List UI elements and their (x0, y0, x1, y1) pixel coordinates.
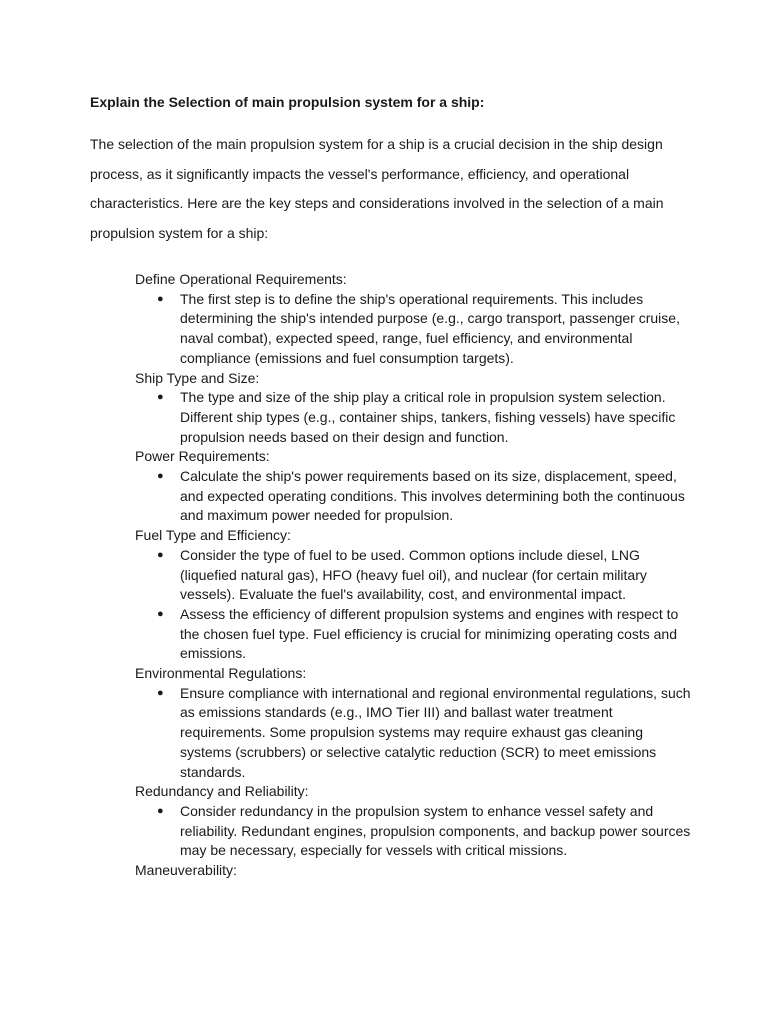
bullet-list (135, 802, 695, 861)
list-item (135, 388, 695, 447)
bullet-icon: ● (157, 292, 164, 305)
bullet-icon: ● (157, 470, 164, 483)
sections-list (135, 270, 695, 881)
bullet-list (135, 467, 695, 526)
bullet-text: Assess the efficiency of different propulsion systems and engines with respect to the chosen fuel type. Fuel efficiency is crucial for minimizing operating costs and emissions. (180, 605, 679, 662)
section-title: Define Operational Requirements: (135, 271, 347, 287)
bullet-text: Consider redundancy in the propulsion system to enhance vessel safety and reliability. Redundant engines, propulsion components, and backup power sources may be necessary, especially for vessels with critical missions. (180, 802, 691, 859)
bullet-text: The first step is to define the ship's operational requirements. This includes determining the ship's intended purpose (e.g., cargo transport, passenger cruise, naval combat), expected speed, range, fuel efficiency, and environmental compliance (emissions and fuel consumption targets). (180, 290, 680, 366)
bullet-list (135, 546, 695, 664)
list-item (135, 290, 695, 369)
section-title: Ship Type and Size: (135, 369, 260, 386)
section-title: Environmental Regulations: (135, 665, 307, 682)
bullet-icon: ● (157, 391, 164, 404)
bullet-icon: ● (157, 686, 164, 699)
section-title: Fuel Type and Efficiency: (135, 527, 291, 544)
list-item (135, 605, 695, 664)
intro-paragraph: The selection of the main propulsion system for a ship is a crucial decision in the ship design process, as it significantly impacts the vessel's performance, efficiency, and operational characteristics. Here are the key steps and considerations involved in the selection of a main propulsion system for a ship: (90, 136, 664, 241)
section-title: Redundancy and Reliability: (135, 783, 309, 800)
bullet-text: The type and size of the ship play a critical role in propulsion system selection. Different ship types (e.g., container ships, tankers, fishing vessels) have specific propulsion needs based on their design and function. (180, 389, 676, 445)
document-heading: Explain the Selection of main propulsion system for a ship: (90, 94, 485, 110)
bullet-list (135, 684, 695, 783)
bullet-list (135, 290, 695, 369)
list-item (135, 546, 695, 605)
section-title: Power Requirements: (135, 448, 270, 465)
list-item (135, 467, 695, 526)
bullet-list (135, 388, 695, 447)
bullet-text: Ensure compliance with international and regional environmental regulations, such as emissions standards (e.g., IMO Tier III) and ballast water treatment requirements. Some propulsion systems may require exhaust gas cleaning systems (scrubbers) or selective catalytic reduction (SCR) to meet emissions standards. (180, 684, 691, 780)
bullet-icon: ● (157, 607, 164, 620)
bullet-text: Consider the type of fuel to be used. Common options include diesel, LNG (liquefied natural gas), HFO (heavy fuel oil), and nuclear (for certain military vessels). Evaluate the fuel's availability, cost, and environmental impact. (180, 546, 647, 603)
bullet-icon: ● (157, 804, 164, 817)
bullet-text: Calculate the ship's power requirements based on its size, displacement, speed, and expected operating conditions. This involves determining both the continuous and maximum power needed for propulsion. (180, 468, 685, 524)
list-item (135, 802, 695, 861)
section-title: Maneuverability: (135, 862, 237, 879)
bullet-icon: ● (157, 548, 164, 561)
list-item (135, 684, 695, 783)
